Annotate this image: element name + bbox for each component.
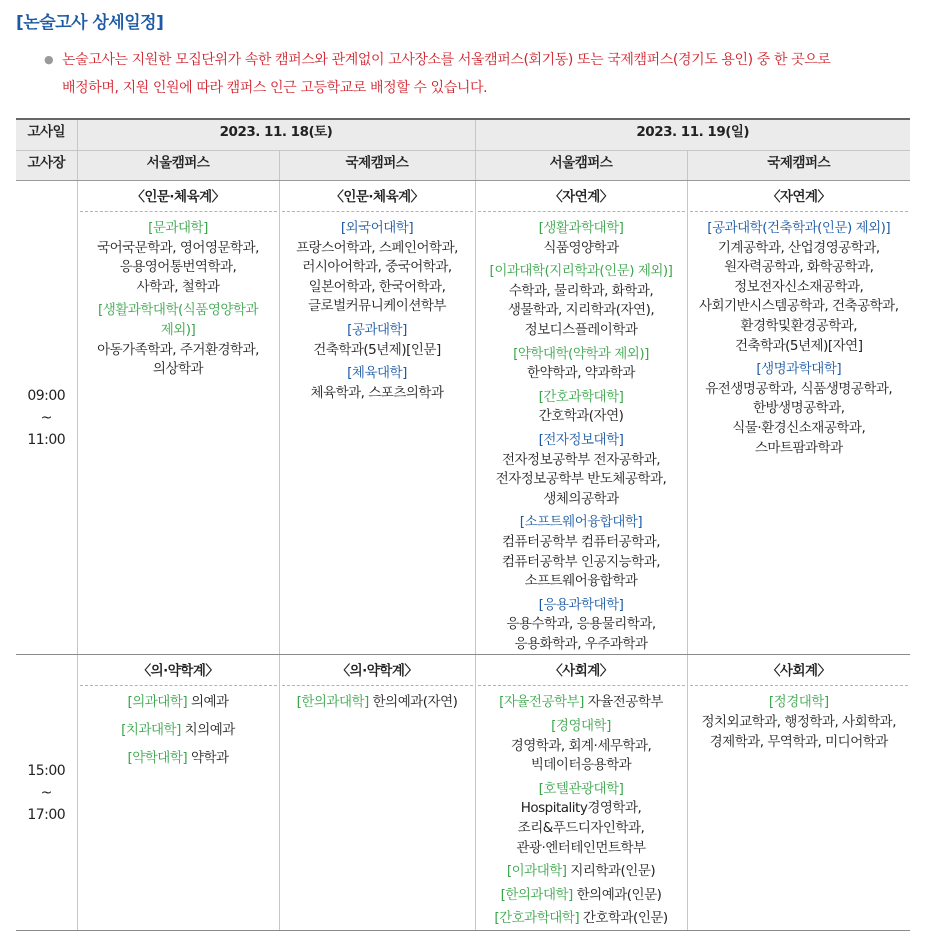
dept-line: 정치외교학과, 행정학과, 사회학과, <box>701 714 897 731</box>
dept-line: 간호학과(인문) <box>582 910 668 927</box>
session-afternoon <box>16 655 910 931</box>
college-name: [소프트웨어융합대학] <box>519 514 643 531</box>
college-name: [문과대학] <box>148 220 208 236</box>
time-morning <box>16 181 77 655</box>
date-header-row <box>16 119 910 151</box>
cell-am-global-19 <box>687 181 910 655</box>
dept-line: 사학과, 철학과 <box>136 278 220 295</box>
college-name: [한의과대학] <box>500 886 573 903</box>
dept-line: 관광·엔터테인먼트학부 <box>516 839 646 856</box>
dept-line: 유전생명공학과, 식품생명공학과, <box>705 380 893 397</box>
time-start: 15:00 <box>27 762 66 779</box>
time-start: 09:00 <box>27 387 66 404</box>
notice-line-2: 배정하며, 지원 인원에 따라 캠퍼스 인근 고등학교로 배정할 수 있습니다. <box>62 80 488 96</box>
dept-line: 한방생명공학과, <box>752 400 845 417</box>
dept-line: 컴퓨터공학부 컴퓨터공학과, <box>501 533 661 550</box>
cell-am-global-18 <box>279 181 475 655</box>
venue-global-19: 국제캠퍼스 <box>687 151 910 181</box>
dept-line: 응용화학과, 우주과학과 <box>514 635 648 652</box>
time-end: 17:00 <box>27 806 66 823</box>
dept-line: 체육학과, 스포츠의학과 <box>310 384 444 401</box>
dept-line: 약학과 <box>190 749 229 766</box>
time-tilde: ~ <box>40 409 52 426</box>
dept-line: 조리&푸드디자인학과, <box>517 820 645 837</box>
page-title: [논술고사 상세일정] <box>16 13 164 33</box>
dept-line: 기계공학과, 산업경영공학과, <box>717 239 880 256</box>
dept-line: 러시아어학과, 중국어학과, <box>302 259 452 276</box>
college-name: [응용과학대학] <box>538 596 624 613</box>
dept-line: 전자정보공학부 전자공학과, <box>501 451 661 468</box>
dept-line: 스마트팜과학과 <box>754 439 843 456</box>
college-name: [자율전공학부] <box>499 694 584 711</box>
dept-line: 국어국문학과, 영어영문학과, <box>97 239 259 256</box>
venue-global-18: 국제캠퍼스 <box>279 151 475 181</box>
college-name: [간호과학대학] <box>538 388 624 405</box>
college-name: [공과대학] <box>347 321 407 338</box>
dept-line: 지리학과(인문) <box>570 863 656 880</box>
dept-line: 사회기반시스템공학과, 건축공학과, <box>699 298 899 315</box>
cell-am-seoul-19 <box>475 181 687 655</box>
date-label: 고사일 <box>16 119 77 151</box>
college-name: [체육대학] <box>347 365 407 382</box>
dept-line: 식물·환경신소재공학과, <box>732 419 866 436</box>
dept-line: 글로벌커뮤니케이션학부 <box>308 298 446 315</box>
college-name: [전자정보대학] <box>538 431 624 448</box>
dept-line: 컴퓨터공학부 인공지능학과, <box>501 553 661 570</box>
session-morning <box>16 181 910 655</box>
college-name: [외국어대학] <box>340 220 414 236</box>
dept-line: 한약학과, 약과학과 <box>527 365 635 382</box>
college-name: 제외)] <box>160 321 196 338</box>
college-name: [약학대학(약학과 제외)] <box>513 345 649 362</box>
dept-line: 응용영어통번역학과, <box>119 259 237 276</box>
dept-line: 환경학및환경공학과, <box>740 317 858 334</box>
dept-line: 의상학과 <box>152 361 204 378</box>
dept-line: 건축학과(5년제)[자연] <box>735 337 863 354</box>
category-label: 〈사회계〉 <box>478 655 685 686</box>
time-afternoon <box>16 655 77 931</box>
college-name: [이과대학(지리학과(인문) 제외)] <box>489 263 673 280</box>
dept-line: 수학과, 물리학과, 화학과, <box>508 282 654 299</box>
dept-line: 건축학과(5년제)[인문] <box>313 341 441 358</box>
notice-line-1: 논술고사는 지원한 모집단위가 속한 캠퍼스와 관계없이 고사장소를 서울캠퍼스(회기동) 또는 국제캠퍼스(경기도 용인) 중 한 곳으로 <box>62 52 831 68</box>
college-name: [생활과학대학] <box>538 220 624 236</box>
dept-line: 아동가족학과, 주거환경학과, <box>97 341 259 358</box>
college-name: [이과대학] <box>506 863 567 880</box>
date-nov19: 2023. 11. 19(일) <box>475 119 910 151</box>
college-name: [정경대학] <box>768 694 829 711</box>
cell-am-seoul-18 <box>77 181 279 655</box>
cell-pm-seoul-18 <box>77 655 279 931</box>
college-name: [생명과학대학] <box>756 361 842 378</box>
dept-line: Hospitality경영학과, <box>520 800 642 817</box>
time-tilde: ~ <box>40 784 52 801</box>
college-name: [한의과대학] <box>296 694 369 711</box>
college-name: [생활과학대학(식품영양학과 <box>97 302 259 319</box>
dept-line: 한의예과(자연) <box>372 694 458 711</box>
category-label: 〈사회계〉 <box>690 655 909 686</box>
category-label: 〈의·약학계〉 <box>80 655 277 686</box>
dept-line: 빅데이터응용학과 <box>530 757 632 774</box>
category-label: 〈자연계〉 <box>478 181 685 212</box>
dept-line: 경제학과, 무역학과, 미디어학과 <box>709 733 888 750</box>
venue-label: 고사장 <box>16 151 77 181</box>
notice <box>44 46 914 102</box>
dept-line: 생체의공학과 <box>543 490 619 507</box>
college-name: [호텔관광대학] <box>538 780 624 797</box>
dept-line: 전자정보공학부 반도체공학과, <box>495 471 667 488</box>
dept-line: 간호학과(자연) <box>538 408 624 425</box>
dept-line: 생물학과, 지리학과(자연), <box>507 302 655 319</box>
dept-line: 응용수학과, 응용물리학과, <box>506 616 656 633</box>
venue-seoul-19: 서울캠퍼스 <box>475 151 687 181</box>
date-nov18: 2023. 11. 18(토) <box>77 119 475 151</box>
college-name: [공과대학(건축학과(인문) 제외)] <box>707 220 891 236</box>
college-name: [약학대학] <box>127 749 188 766</box>
schedule-table <box>16 118 910 931</box>
college-name: [간호과학대학] <box>494 910 580 927</box>
venue-header-row <box>16 151 910 181</box>
category-label: 〈인문·체육계〉 <box>282 181 473 212</box>
dept-line: 원자력공학과, 화학공학과, <box>724 259 874 276</box>
dept-line: 경영학과, 회계·세무학과, <box>510 737 652 754</box>
cell-pm-global-18 <box>279 655 475 931</box>
time-end: 11:00 <box>27 431 66 448</box>
category-label: 〈인문·체육계〉 <box>80 181 277 212</box>
cell-pm-global-19 <box>687 655 910 931</box>
venue-seoul-18: 서울캠퍼스 <box>77 151 279 181</box>
college-name: [치과대학] <box>121 722 181 739</box>
college-name: [의과대학] <box>127 694 188 711</box>
bullet-icon: ● <box>44 53 54 66</box>
dept-line: 자율전공학부 <box>587 694 663 711</box>
dept-line: 한의예과(인문) <box>576 886 662 903</box>
dept-line: 정보전자신소재공학과, <box>734 278 864 295</box>
dept-line: 프랑스어학과, 스페인어학과, <box>296 239 458 256</box>
category-label: 〈자연계〉 <box>690 181 909 212</box>
dept-line: 일본어학과, 한국어학과, <box>308 278 446 295</box>
category-label: 〈의·약학계〉 <box>282 655 473 686</box>
dept-line: 정보디스플레이학과 <box>524 321 638 338</box>
dept-line: 소프트웨어융합학과 <box>524 573 638 590</box>
dept-line: 식품영양학과 <box>543 239 619 256</box>
dept-line: 의예과 <box>190 694 229 711</box>
cell-pm-seoul-19 <box>475 655 687 931</box>
college-name: [경영대학] <box>551 718 611 735</box>
dept-line: 치의예과 <box>184 722 235 739</box>
